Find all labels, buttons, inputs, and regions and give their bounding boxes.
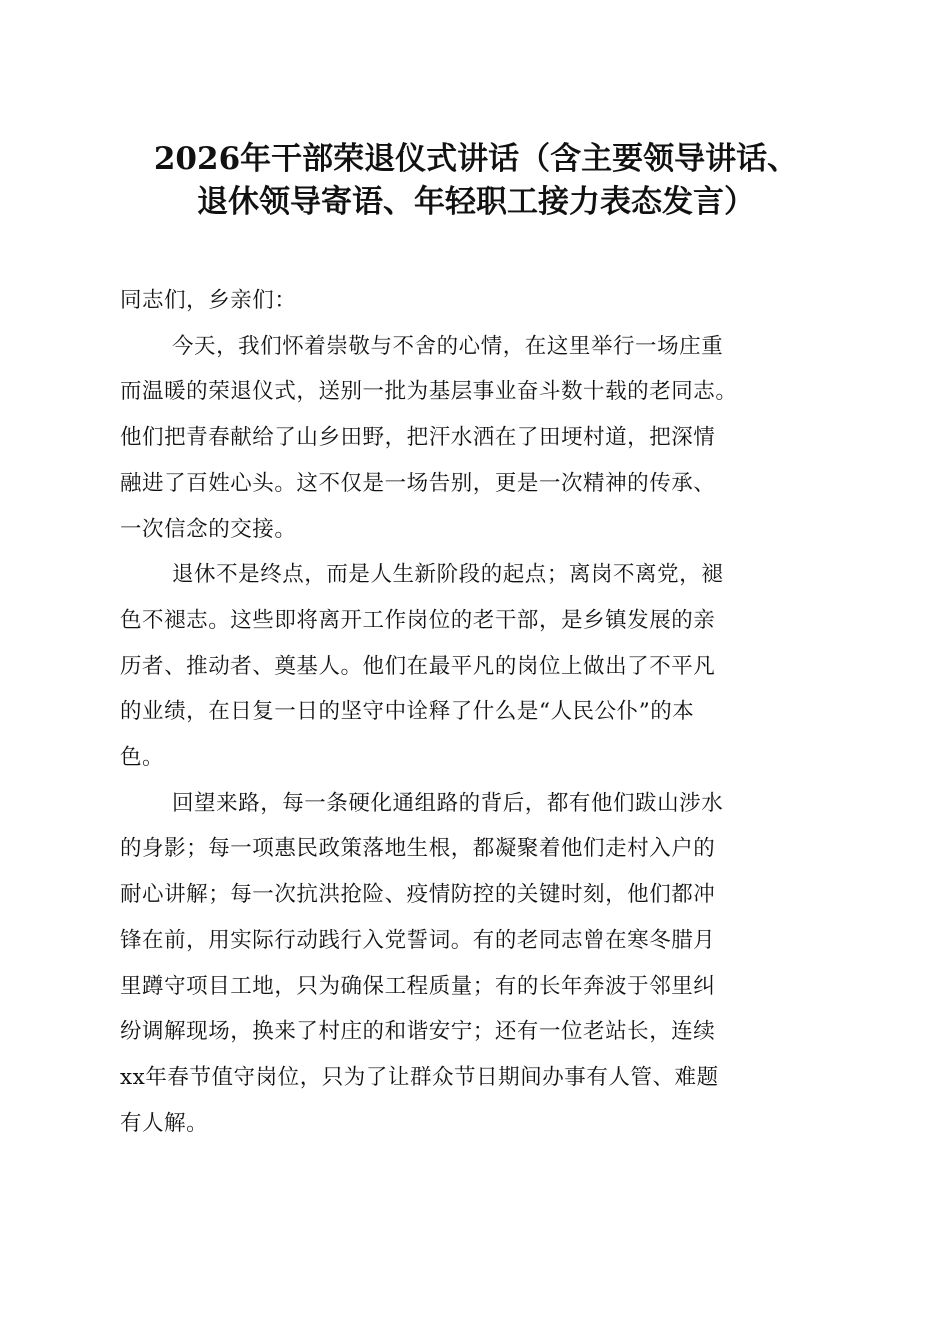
paragraph-line: 耐心讲解；每一次抗洪抢险、疫情防控的关键时刻，他们都冲 xyxy=(120,882,716,908)
paragraph-line: 的业绩，在日复一日的坚守中诠释了什么是“人民公仆”的本 xyxy=(120,699,695,725)
paragraph-line: 融进了百姓心头。这不仅是一场告别，更是一次精神的传承、 xyxy=(120,470,716,496)
paragraph-line: 的身影；每一项惠民政策落地生根，都凝聚着他们走村入户的 xyxy=(120,836,716,862)
paragraph-line: 退休不是终点，而是人生新阶段的起点；离岗不离党，褪 xyxy=(172,562,724,588)
paragraph-line: 一次信念的交接。 xyxy=(120,516,297,542)
salutation: 同志们，乡亲们： xyxy=(120,288,297,313)
paragraph-line: 今天，我们怀着崇敬与不舍的心情，在这里举行一场庄重 xyxy=(172,333,724,359)
paragraph-line: 色不褪志。这些即将离开工作岗位的老干部，是乡镇发展的亲 xyxy=(120,607,716,633)
paragraph-line: 他们把青春献给了山乡田野，把汗水洒在了田埂村道，把深情 xyxy=(120,425,716,451)
title-line: 2026年干部荣退仪式讲话（含主要领导讲话、 xyxy=(153,141,799,177)
paragraph-line: 历者、推动者、奠基人。他们在最平凡的岗位上做出了不平凡 xyxy=(120,653,716,679)
paragraph-line: 里蹲守项目工地，只为确保工程质量；有的长年奔波于邻里纠 xyxy=(120,973,716,999)
paragraph-retirement xyxy=(120,552,828,781)
paragraph-line: 而温暖的荣退仪式，送别一批为基层事业奋斗数十载的老同志。 xyxy=(120,379,738,405)
speech-body xyxy=(120,278,828,1146)
paragraph-retrospect xyxy=(120,781,828,1147)
paragraph-line: xx年春节值守岗位，只为了让群众节日期间办事有人管、难题 xyxy=(120,1064,719,1090)
page-title xyxy=(120,138,832,224)
paragraph-line: 回望来路，每一条硬化通组路的背后，都有他们跋山涉水 xyxy=(172,790,724,816)
paragraph-line: 锋在前，用实际行动践行入党誓词。有的老同志曾在寒冬腊月 xyxy=(120,927,716,953)
paragraph-opening xyxy=(120,324,828,553)
paragraph-line: 有人解。 xyxy=(120,1110,209,1136)
title-line: 退休领导寄语、年轻职工接力表态发言） xyxy=(197,184,755,220)
paragraph-line: 色。 xyxy=(120,745,165,771)
paragraph-line: 纷调解现场，换来了村庄的和谐安宁；还有一位老站长，连续 xyxy=(120,1019,716,1045)
